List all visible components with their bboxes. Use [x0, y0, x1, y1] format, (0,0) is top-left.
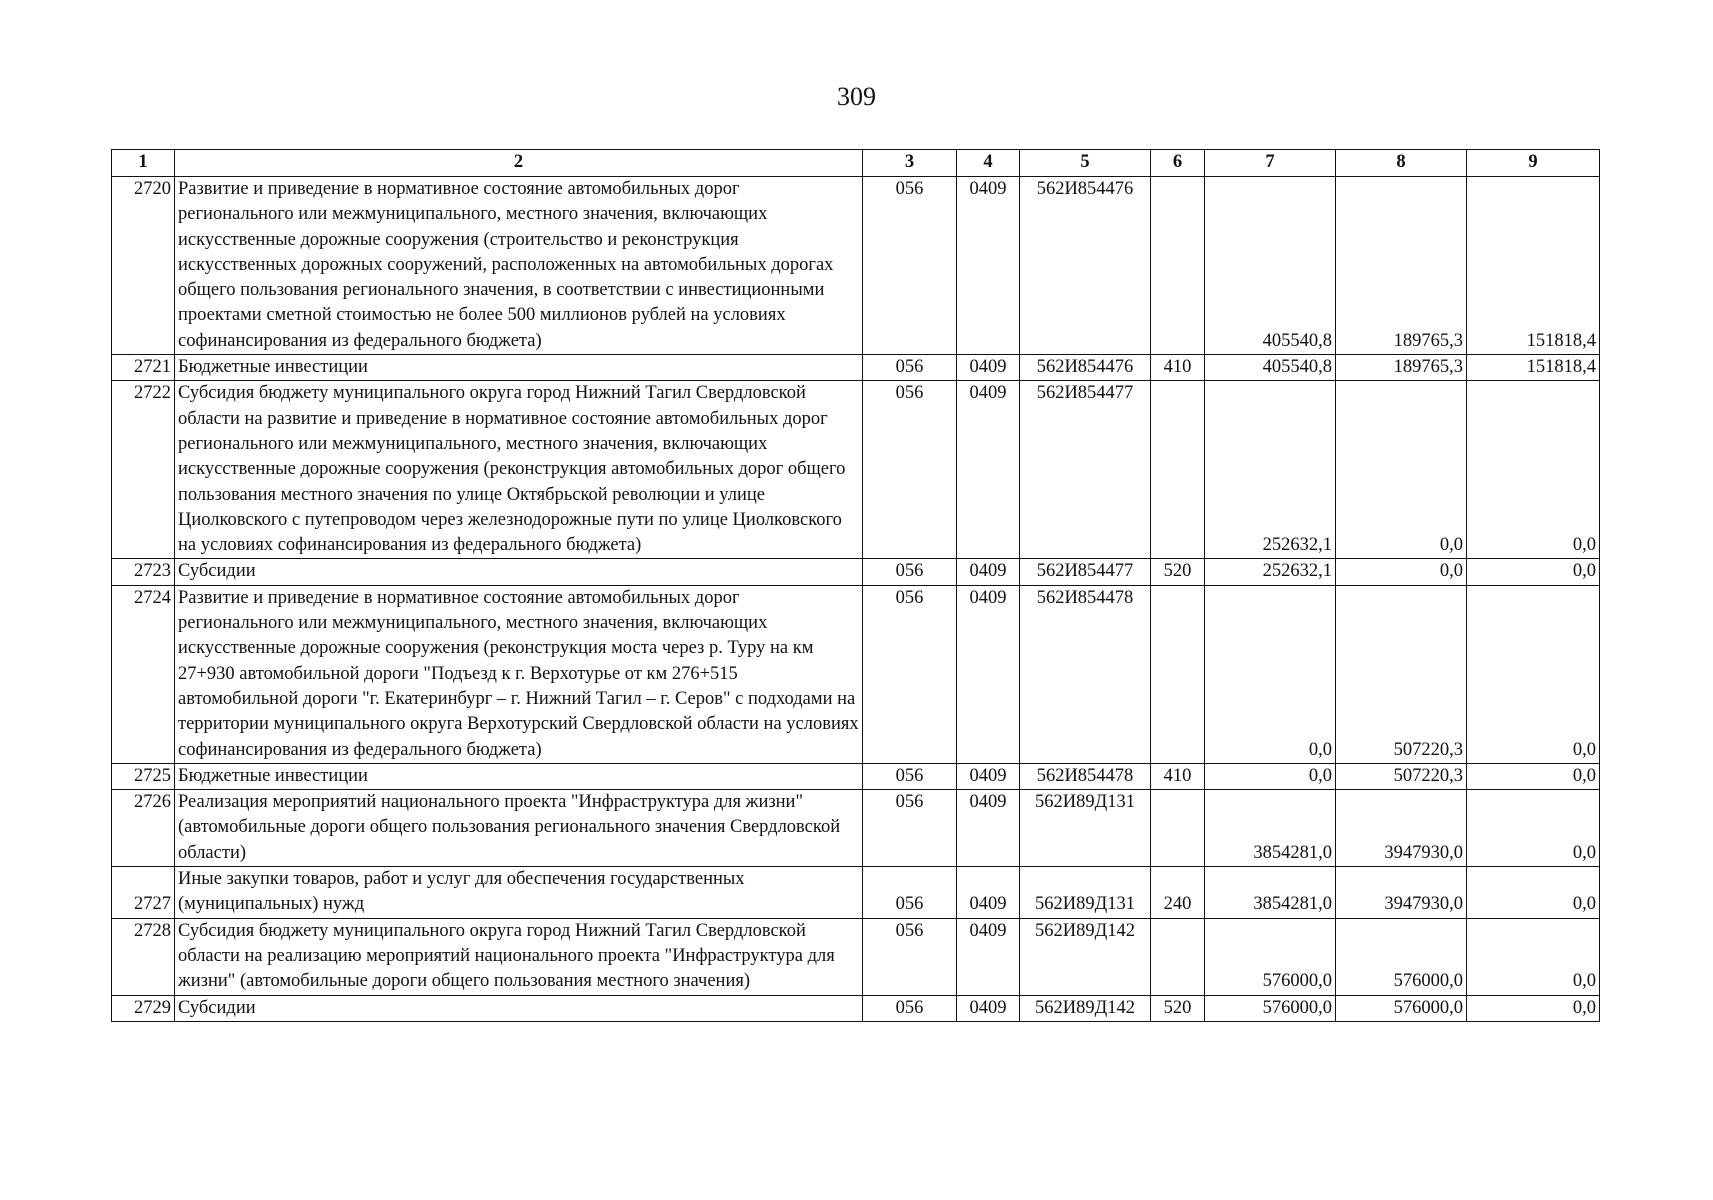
section-code-cell: 0409 [957, 790, 1020, 867]
table-body [112, 177, 1600, 1022]
table-row [112, 867, 1600, 919]
amount-cell-7: 0,0 [1205, 763, 1336, 789]
target-code-cell: 562И89Д131 [1020, 790, 1151, 867]
column-header: 8 [1336, 150, 1467, 177]
target-code-cell: 562И854477 [1020, 559, 1151, 585]
expense-type-cell: 520 [1151, 559, 1205, 585]
ministry-code-cell: 056 [863, 355, 957, 381]
table-row [112, 763, 1600, 789]
amount-cell-9: 0,0 [1467, 763, 1600, 789]
amount-cell-9: 0,0 [1467, 585, 1600, 763]
item-name-cell: Иные закупки товаров, работ и услуг для обеспечения государственных (муниципальных) нужд [175, 867, 863, 919]
amount-cell-8: 576000,0 [1336, 918, 1467, 995]
table-row [112, 381, 1600, 559]
ministry-code-cell: 056 [863, 381, 957, 559]
amount-cell-8: 3947930,0 [1336, 867, 1467, 919]
amount-cell-8: 189765,3 [1336, 355, 1467, 381]
amount-cell-8: 189765,3 [1336, 177, 1467, 355]
amount-cell-7: 576000,0 [1205, 918, 1336, 995]
row-number-cell: 2724 [112, 585, 175, 763]
column-header: 4 [957, 150, 1020, 177]
section-code-cell: 0409 [957, 918, 1020, 995]
item-name-cell: Реализация мероприятий национального проекта "Инфраструктура для жизни" (автомобильные дороги общего пользования регионального значения Свердловской области) [175, 790, 863, 867]
expense-type-cell: 240 [1151, 867, 1205, 919]
amount-cell-7: 405540,8 [1205, 177, 1336, 355]
ministry-code-cell: 056 [863, 867, 957, 919]
section-code-cell: 0409 [957, 585, 1020, 763]
section-code-cell: 0409 [957, 177, 1020, 355]
target-code-cell: 562И89Д142 [1020, 918, 1151, 995]
amount-cell-9: 151818,4 [1467, 355, 1600, 381]
amount-cell-8: 507220,3 [1336, 585, 1467, 763]
amount-cell-7: 0,0 [1205, 585, 1336, 763]
item-name-cell: Субсидия бюджету муниципального округа город Нижний Тагил Свердловской области на реализацию мероприятий национального проекта "Инфраструктура для жизни" (автомобильные дороги общего пользования местного значения) [175, 918, 863, 995]
table-row [112, 355, 1600, 381]
column-header: 2 [175, 150, 863, 177]
item-name-cell: Бюджетные инвестиции [175, 763, 863, 789]
column-header: 7 [1205, 150, 1336, 177]
target-code-cell: 562И89Д131 [1020, 867, 1151, 919]
item-name-cell: Субсидии [175, 995, 863, 1021]
expense-type-cell: 520 [1151, 995, 1205, 1021]
item-name-cell: Субсидия бюджету муниципального округа город Нижний Тагил Свердловской области на развитие и приведение в нормативное состояние автомобильных дорог регионального или межмуниципального, местного значения, включающих искусственные дорожные сооружения (реконструкция автомобильных дорог общего пользования местного значения по улице Октябрьской революции и улице Циолковского с путепроводом через железнодорожные пути по улице Циолковского на условиях софинансирования из федерального бюджета) [175, 381, 863, 559]
amount-cell-7: 405540,8 [1205, 355, 1336, 381]
amount-cell-7: 252632,1 [1205, 381, 1336, 559]
amount-cell-9: 0,0 [1467, 995, 1600, 1021]
amount-cell-9: 0,0 [1467, 790, 1600, 867]
amount-cell-8: 0,0 [1336, 381, 1467, 559]
target-code-cell: 562И854476 [1020, 355, 1151, 381]
amount-cell-7: 252632,1 [1205, 559, 1336, 585]
expense-type-cell: 410 [1151, 763, 1205, 789]
column-header: 6 [1151, 150, 1205, 177]
expense-type-cell [1151, 790, 1205, 867]
section-code-cell: 0409 [957, 559, 1020, 585]
amount-cell-8: 507220,3 [1336, 763, 1467, 789]
table-row [112, 177, 1600, 355]
section-code-cell: 0409 [957, 355, 1020, 381]
table-row [112, 559, 1600, 585]
amount-cell-7: 3854281,0 [1205, 790, 1336, 867]
amount-cell-8: 576000,0 [1336, 995, 1467, 1021]
row-number-cell: 2721 [112, 355, 175, 381]
column-header: 3 [863, 150, 957, 177]
amount-cell-9: 151818,4 [1467, 177, 1600, 355]
section-code-cell: 0409 [957, 867, 1020, 919]
section-code-cell: 0409 [957, 995, 1020, 1021]
expense-type-cell [1151, 381, 1205, 559]
table-row [112, 585, 1600, 763]
ministry-code-cell: 056 [863, 763, 957, 789]
amount-cell-9: 0,0 [1467, 918, 1600, 995]
item-name-cell: Развитие и приведение в нормативное состояние автомобильных дорог регионального или межмуниципального, местного значения, включающих искусственные дорожные сооружения (реконструкция моста через р. Туру на км 27+930 автомобильной дороги "Подъезд к г. Верхотурье от км 276+515 автомобильной дороги "г. Екатеринбург – г. Нижний Тагил – г. Серов" с подходами на территории муниципального округа Верхотурский Свердловской области на условиях софинансирования из федерального бюджета) [175, 585, 863, 763]
target-code-cell: 562И854476 [1020, 177, 1151, 355]
amount-cell-7: 3854281,0 [1205, 867, 1336, 919]
target-code-cell: 562И854478 [1020, 763, 1151, 789]
ministry-code-cell: 056 [863, 585, 957, 763]
expense-type-cell [1151, 918, 1205, 995]
page-number: 309 [837, 82, 876, 111]
ministry-code-cell: 056 [863, 559, 957, 585]
ministry-code-cell: 056 [863, 918, 957, 995]
table-row [112, 790, 1600, 867]
table-row [112, 918, 1600, 995]
amount-cell-8: 0,0 [1336, 559, 1467, 585]
amount-cell-9: 0,0 [1467, 381, 1600, 559]
row-number-cell: 2723 [112, 559, 175, 585]
row-number-cell: 2725 [112, 763, 175, 789]
item-name-cell: Субсидии [175, 559, 863, 585]
item-name-cell: Бюджетные инвестиции [175, 355, 863, 381]
row-number-cell: 2729 [112, 995, 175, 1021]
column-header: 9 [1467, 150, 1600, 177]
column-header: 5 [1020, 150, 1151, 177]
expense-type-cell [1151, 177, 1205, 355]
column-header: 1 [112, 150, 175, 177]
section-code-cell: 0409 [957, 381, 1020, 559]
row-number-cell: 2722 [112, 381, 175, 559]
target-code-cell: 562И854478 [1020, 585, 1151, 763]
target-code-cell: 562И854477 [1020, 381, 1151, 559]
amount-cell-7: 576000,0 [1205, 995, 1336, 1021]
section-code-cell: 0409 [957, 763, 1020, 789]
row-number-cell: 2726 [112, 790, 175, 867]
amount-cell-9: 0,0 [1467, 867, 1600, 919]
budget-table [111, 149, 1600, 1022]
expense-type-cell [1151, 585, 1205, 763]
ministry-code-cell: 056 [863, 790, 957, 867]
ministry-code-cell: 056 [863, 995, 957, 1021]
target-code-cell: 562И89Д142 [1020, 995, 1151, 1021]
table-row [112, 995, 1600, 1021]
item-name-cell: Развитие и приведение в нормативное состояние автомобильных дорог регионального или межмуниципального, местного значения, включающих искусственные дорожные сооружения (строительство и реконструкция искусственных дорожных сооружений, расположенных на автомобильных дорогах общего пользования регионального значения, в соответствии с инвестиционными проектами сметной стоимостью не более 500 миллионов рублей на условиях софинансирования из федерального бюджета) [175, 177, 863, 355]
row-number-cell: 2720 [112, 177, 175, 355]
expense-type-cell: 410 [1151, 355, 1205, 381]
ministry-code-cell: 056 [863, 177, 957, 355]
row-number-cell: 2728 [112, 918, 175, 995]
header-row [112, 150, 1600, 177]
amount-cell-8: 3947930,0 [1336, 790, 1467, 867]
amount-cell-9: 0,0 [1467, 559, 1600, 585]
row-number-cell: 2727 [112, 867, 175, 919]
